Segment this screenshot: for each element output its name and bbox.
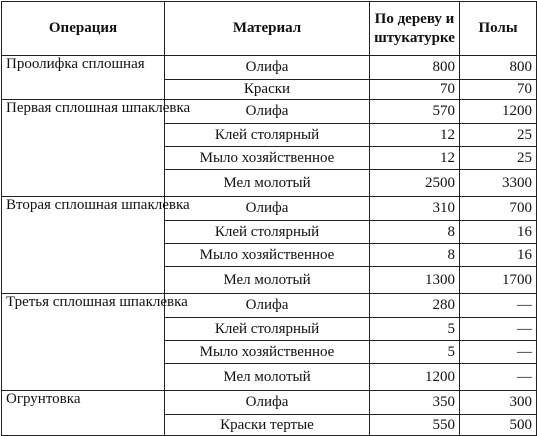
material-cell: Краски тертые [165, 415, 370, 436]
floors-cell: 800 [460, 56, 537, 80]
wood-cell: 1200 [370, 364, 460, 391]
header-material: Материал [165, 2, 370, 56]
wood-cell: 310 [370, 197, 460, 221]
floors-cell: 500 [460, 415, 537, 436]
operation-cell: Вторая сплошная шпаклевка [2, 197, 165, 294]
wood-cell: 12 [370, 124, 460, 147]
floors-cell: 16 [460, 244, 537, 267]
header-wood: По дереву и штукатурке [370, 2, 460, 56]
table-row [2, 391, 537, 415]
operation-cell: Первая сплошная шпаклевка [2, 100, 165, 197]
floors-cell: — [460, 341, 537, 364]
floors-cell: 70 [460, 80, 537, 100]
floors-cell: — [460, 318, 537, 341]
header-floors: Полы [460, 2, 537, 56]
material-cell: Краски [165, 80, 370, 100]
floors-cell: 300 [460, 391, 537, 415]
operation-cell: Проолифка сплошная [2, 56, 165, 100]
table-row [2, 197, 537, 221]
wood-cell: 1300 [370, 267, 460, 294]
wood-cell: 350 [370, 391, 460, 415]
operation-cell: Огрунтовка [2, 391, 165, 436]
floors-cell: — [460, 294, 537, 318]
wood-cell: 70 [370, 80, 460, 100]
material-cell: Мел молотый [165, 170, 370, 197]
material-cell: Олифа [165, 391, 370, 415]
material-cell: Мел молотый [165, 364, 370, 391]
floors-cell: 16 [460, 221, 537, 244]
material-cell: Мыло хозяйственное [165, 147, 370, 170]
material-cell: Мел молотый [165, 267, 370, 294]
floors-cell: 1200 [460, 100, 537, 124]
operation-cell: Третья сплошная шпаклевка [2, 294, 165, 391]
floors-cell: 3300 [460, 170, 537, 197]
table-row [2, 294, 537, 318]
wood-cell: 550 [370, 415, 460, 436]
header-row [2, 2, 537, 56]
floors-cell: 25 [460, 147, 537, 170]
wood-cell: 12 [370, 147, 460, 170]
material-cell: Олифа [165, 56, 370, 80]
wood-cell: 5 [370, 318, 460, 341]
material-cell: Олифа [165, 197, 370, 221]
material-cell: Клей столярный [165, 124, 370, 147]
material-cell: Олифа [165, 294, 370, 318]
material-cell: Клей столярный [165, 221, 370, 244]
wood-cell: 8 [370, 244, 460, 267]
floors-cell: 1700 [460, 267, 537, 294]
material-cell: Олифа [165, 100, 370, 124]
floors-cell: — [460, 364, 537, 391]
material-cell: Мыло хозяйственное [165, 341, 370, 364]
table-row [2, 56, 537, 80]
floors-cell: 700 [460, 197, 537, 221]
table-row [2, 100, 537, 124]
material-cell: Мыло хозяйственное [165, 244, 370, 267]
materials-table [1, 1, 537, 436]
wood-cell: 800 [370, 56, 460, 80]
wood-cell: 5 [370, 341, 460, 364]
wood-cell: 2500 [370, 170, 460, 197]
material-cell: Клей столярный [165, 318, 370, 341]
wood-cell: 280 [370, 294, 460, 318]
wood-cell: 570 [370, 100, 460, 124]
header-operation: Операция [2, 2, 165, 56]
wood-cell: 8 [370, 221, 460, 244]
floors-cell: 25 [460, 124, 537, 147]
